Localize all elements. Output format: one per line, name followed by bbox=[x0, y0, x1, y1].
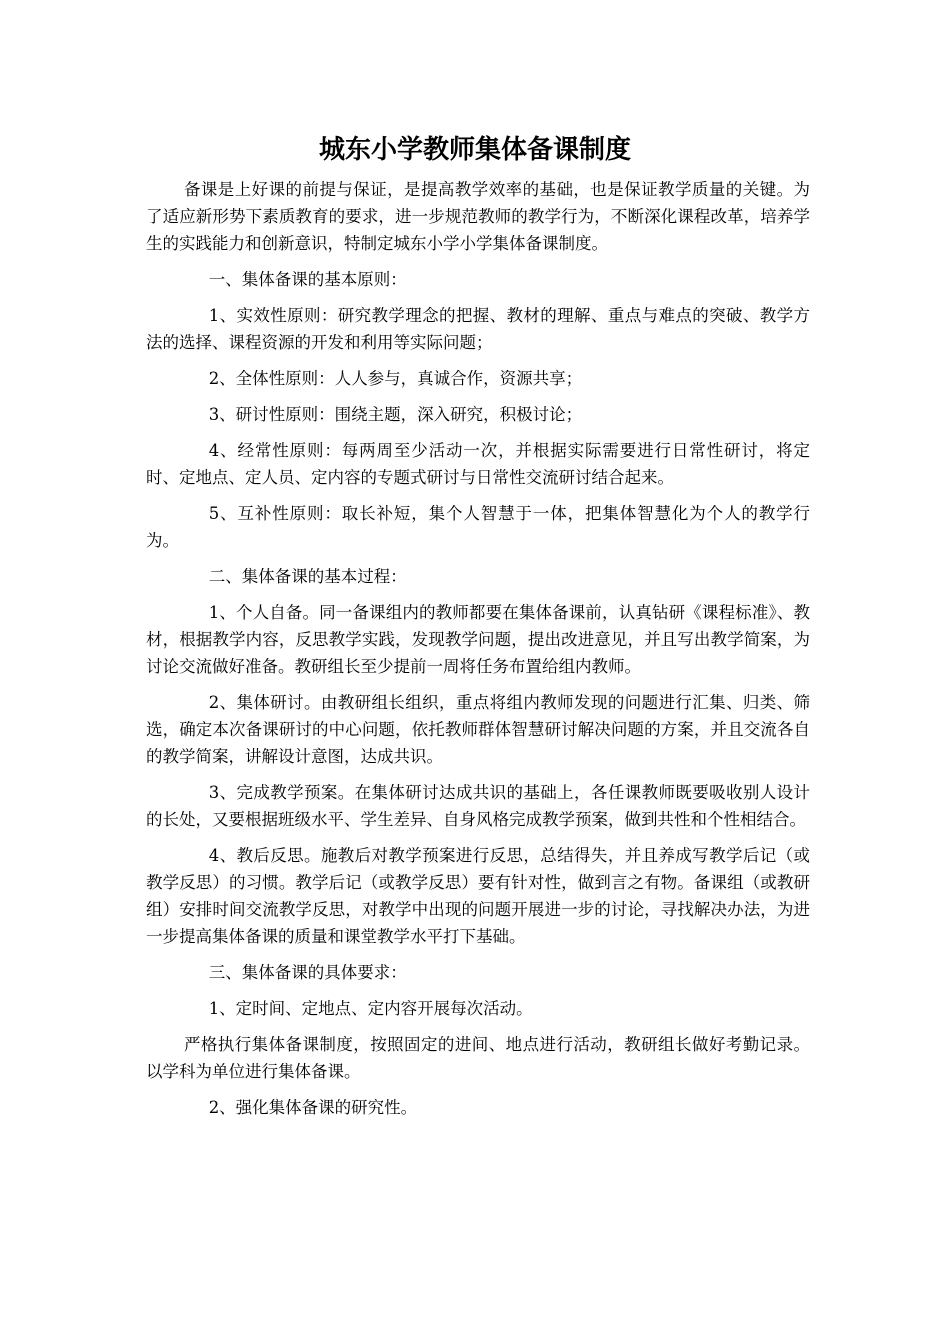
section-3-item-1: 1、定时间、定地点、定内容开展每次活动。 bbox=[208, 999, 533, 1018]
section-1-item-4: 4、经常性原则：每两周至少活动一次，并根据实际需要进行日常性研讨，将定时、定地点、定人员、定内容的专题式研讨与日常性交流研讨结合起来。 bbox=[146, 441, 810, 487]
document-title: 城东小学教师集体备课制度 bbox=[318, 135, 631, 165]
section-1-item-1: 1、实效性原则：研究教学理念的把握、教材的理解、重点与难点的突破、教学方法的选择、课程资源的开发和利用等实际问题； bbox=[146, 306, 810, 352]
section-1-item-2: 2、全体性原则：人人参与，真诚合作，资源共享； bbox=[208, 369, 583, 388]
section-2-item-1: 1、个人自备。同一备课组内的教师都要在集体备课前，认真钻研《课程标准》、教材，根据教学内容，反思教学实践，发现教学问题，提出改进意见，并且写出教学简案，为讨论交流做好准备。教研组长至少提前一周将任务布置给组内教师。 bbox=[146, 603, 810, 676]
section-3-item-1-text: 严格执行集体备课制度，按照固定的进间、地点进行活动，教研组长做好考勤记录。以学科为单位进行集体备课。 bbox=[146, 1035, 810, 1081]
section-1-heading: 一、集体备课的基本原则： bbox=[208, 270, 407, 289]
section-2-heading: 二、集体备课的基本过程： bbox=[208, 567, 407, 586]
section-3-heading: 三、集体备课的具体要求： bbox=[208, 963, 407, 982]
section-2-item-3: 3、完成教学预案。在集体研讨达成共识的基础上，各任课教师既要吸收别人设计的长处，又要根据班级水平、学生差异、自身风格完成教学预案，做到共性和个性相结合。 bbox=[146, 783, 810, 829]
section-2-item-4: 4、教后反思。施教后对教学预案进行反思，总结得失，并且养成写教学后记（或教学反思）的习惯。教学后记（或教学反思）要有针对性，做到言之有物。备课组（或教研组）安排时间交流教学反思，对教学中出现的问题开展进一步的讨论，寻找解决办法，为进一步提高集体备课的质量和课堂教学水平打下基础。 bbox=[146, 846, 810, 946]
section-2-item-2: 2、集体研讨。由教研组长组织，重点将组内教师发现的问题进行汇集、归类、筛选，确定本次备课研讨的中心问题，依托教师群体智慧研讨解决问题的方案，并且交流各自的教学简案，讲解设计意图，达成共识。 bbox=[146, 693, 810, 766]
intro-paragraph: 备课是上好课的前提与保证，是提高教学效率的基础，也是保证教学质量的关键。为了适应新形势下素质教育的要求，进一步规范教师的教学行为，不断深化课程改革，培养学生的实践能力和创新意识，特制定城东小学小学集体备课制度。 bbox=[146, 180, 810, 253]
document-body bbox=[146, 176, 810, 1121]
section-1-item-3: 3、研讨性原则：围绕主题，深入研究，积极讨论； bbox=[208, 405, 583, 424]
section-3-item-2: 2、强化集体备课的研究性。 bbox=[208, 1098, 418, 1117]
section-1-item-5: 5、互补性原则：取长补短，集个人智慧于一体，把集体智慧化为个人的教学行为。 bbox=[146, 504, 810, 550]
